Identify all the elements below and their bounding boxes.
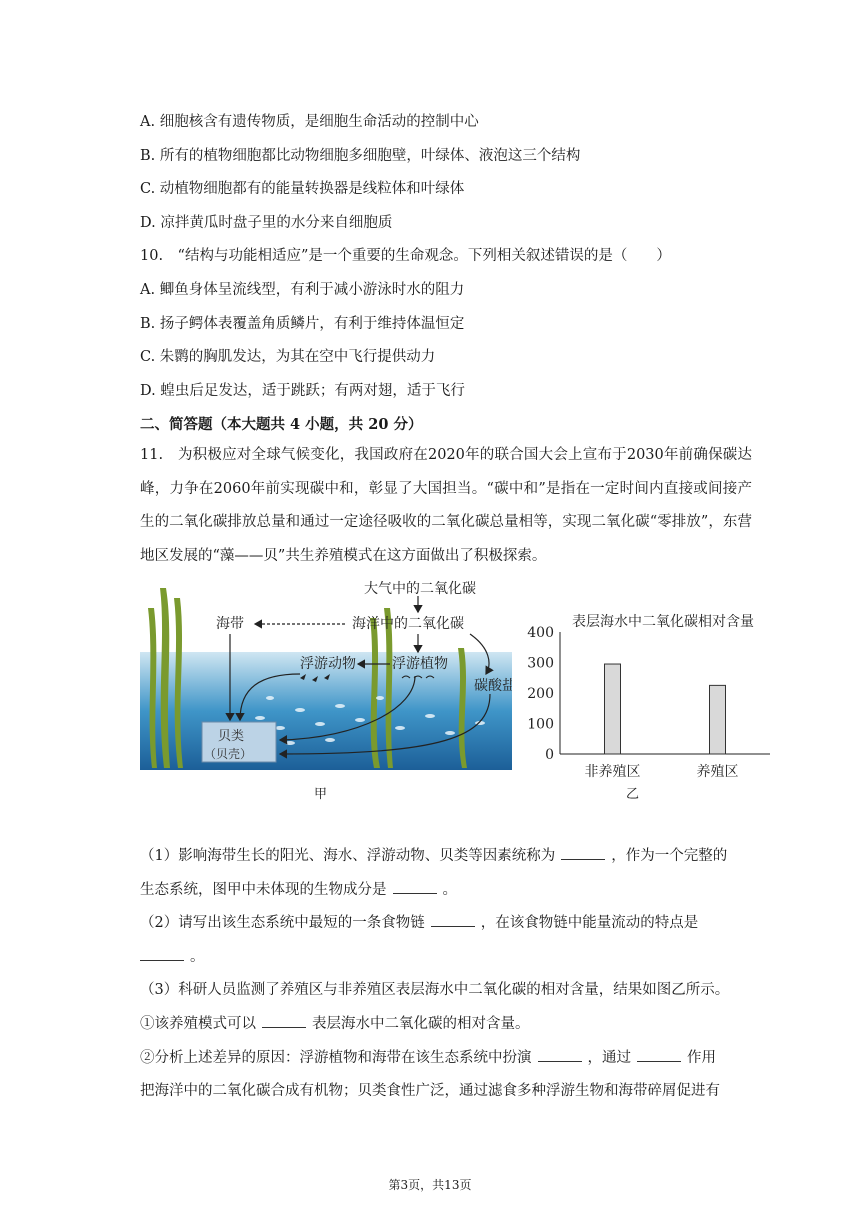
figure-yi-caption: 乙 bbox=[626, 787, 640, 802]
q11-sub2-line1 bbox=[140, 912, 698, 933]
answer-blank-2[interactable] bbox=[393, 879, 437, 894]
q11-sub2-text-b: ，在该食物链中能量流动的特点是 bbox=[480, 915, 699, 931]
label-zooplankton: 浮游动物 bbox=[300, 656, 356, 672]
q11-sub1-text-a: （1）影响海带生长的阳光、海水、浮游动物、贝类等因素统称为 bbox=[140, 848, 556, 864]
q10-stem: 10. “结构与功能相适应”是一个重要的生命观念。下列相关叙述错误的是（ ） bbox=[140, 248, 671, 264]
bar bbox=[710, 685, 726, 754]
q11-sub3-2-text-a: ②分析上述差异的原因：浮游植物和海带在该生态系统中扮演 bbox=[140, 1050, 532, 1066]
q11-sub3-1-text-a: ①该养殖模式可以 bbox=[140, 1016, 256, 1032]
answer-blank-6[interactable] bbox=[538, 1047, 582, 1062]
q10-option-b: B. 扬子鳄体表覆盖角质鳞片，有利于维持体温恒定 bbox=[140, 316, 465, 332]
label-ocean: 海洋中的二氧化碳 bbox=[352, 616, 464, 632]
q9-option-a: A. 细胞核含有遗传物质，是细胞生命活动的控制中心 bbox=[140, 114, 479, 130]
label-phytoplankton: 浮游植物 bbox=[392, 656, 448, 672]
label-atmosphere: 大气中的二氧化碳 bbox=[364, 581, 476, 597]
y-tick-label: 0 bbox=[545, 747, 554, 763]
q10-option-c: C. 朱鹮的胸肌发达，为其在空中飞行提供动力 bbox=[140, 349, 436, 365]
q9-option-b: B. 所有的植物细胞都比动物细胞多细胞壁，叶绿体、液泡这三个结构 bbox=[140, 148, 581, 164]
q11-sub2-line2 bbox=[140, 946, 205, 967]
q11-sub1-text-b: ，作为一个完整的 bbox=[611, 848, 728, 864]
label-kelp: 海带 bbox=[216, 616, 244, 632]
bar-chart bbox=[524, 608, 784, 784]
q11-sub3-2-cont: 把海洋中的二氧化碳合成有机物；贝类食性广泛，通过滤食多种浮游生物和海带碎屑促进有 bbox=[140, 1083, 720, 1099]
label-shellfish: 贝类 bbox=[218, 729, 245, 744]
answer-blank-3[interactable] bbox=[431, 912, 475, 927]
q11-sub2-text-c: 。 bbox=[190, 949, 205, 965]
chart-title: 表层海水中二氧化碳相对含量 bbox=[572, 614, 754, 630]
y-tick-label: 200 bbox=[527, 686, 554, 702]
q11-sub1-text-d: 。 bbox=[442, 882, 457, 898]
y-tick-label: 400 bbox=[527, 625, 554, 641]
answer-blank-1[interactable] bbox=[561, 845, 605, 860]
ocean-diagram bbox=[140, 578, 512, 770]
section-heading: 二、简答题（本大题共 4 小题，共 20 分） bbox=[140, 416, 423, 433]
y-tick-label: 100 bbox=[527, 716, 554, 733]
figure-yi-chart bbox=[524, 608, 784, 784]
figure-jia bbox=[140, 578, 512, 770]
q11-stem: 11. 为积极应对全球气候变化，我国政府在2020年的联合国大会上宣布于2030年前确保碳达峰，力争在2060年前实现碳中和，彰显了大国担当。“碳中和”是指在一定时间内直接或间接产生的二氧化碳排放总量和通过一定途径吸收的二氧化碳总量相等，实现二氧化碳“零排放”，东营地区发展的“藻——贝”共生养殖模式在这方面做出了积极探索。 bbox=[140, 447, 752, 564]
answer-blank-4[interactable] bbox=[140, 946, 184, 961]
figure-jia-caption: 甲 bbox=[314, 787, 328, 802]
page-footer: 第3页，共13页 bbox=[388, 1178, 472, 1192]
x-tick-label: 非养殖区 bbox=[584, 764, 641, 780]
q11-sub3-2-text-c: 作用 bbox=[687, 1050, 716, 1066]
q11-sub3-2 bbox=[140, 1047, 716, 1068]
answer-blank-5[interactable] bbox=[262, 1013, 306, 1028]
bar bbox=[605, 664, 621, 754]
label-carbonate: 碳酸盐 bbox=[474, 678, 512, 694]
q11-sub3: （3）科研人员监测了养殖区与非养殖区表层海水中二氧化碳的相对含量，结果如图乙所示。 bbox=[140, 982, 730, 998]
q9-option-d: D. 凉拌黄瓜时盘子里的水分来自细胞质 bbox=[140, 215, 393, 231]
answer-blank-7[interactable] bbox=[637, 1047, 681, 1062]
q10-option-d: D. 蝗虫后足发达，适于跳跃；有两对翅，适于飞行 bbox=[140, 383, 465, 399]
q11-sub3-1 bbox=[140, 1013, 530, 1034]
q11-sub3-1-text-b: 表层海水中二氧化碳的相对含量。 bbox=[312, 1016, 530, 1032]
y-tick-label: 300 bbox=[527, 655, 554, 672]
q11-sub1-line1 bbox=[140, 845, 727, 866]
q9-option-c: C. 动植物细胞都有的能量转换器是线粒体和叶绿体 bbox=[140, 181, 465, 197]
q10-option-a: A. 鲫鱼身体呈流线型，有利于减小游泳时水的阻力 bbox=[140, 282, 465, 298]
q11-sub3-2-text-b: ，通过 bbox=[587, 1050, 631, 1066]
q11-sub1-line2 bbox=[140, 879, 457, 900]
q11-sub1-text-c: 生态系统，图甲中未体现的生物成分是 bbox=[140, 882, 387, 898]
x-tick-label: 养殖区 bbox=[696, 764, 739, 780]
label-shell: （贝壳） bbox=[204, 747, 253, 761]
q11-sub2-text-a: （2）请写出该生态系统中最短的一条食物链 bbox=[140, 915, 425, 931]
